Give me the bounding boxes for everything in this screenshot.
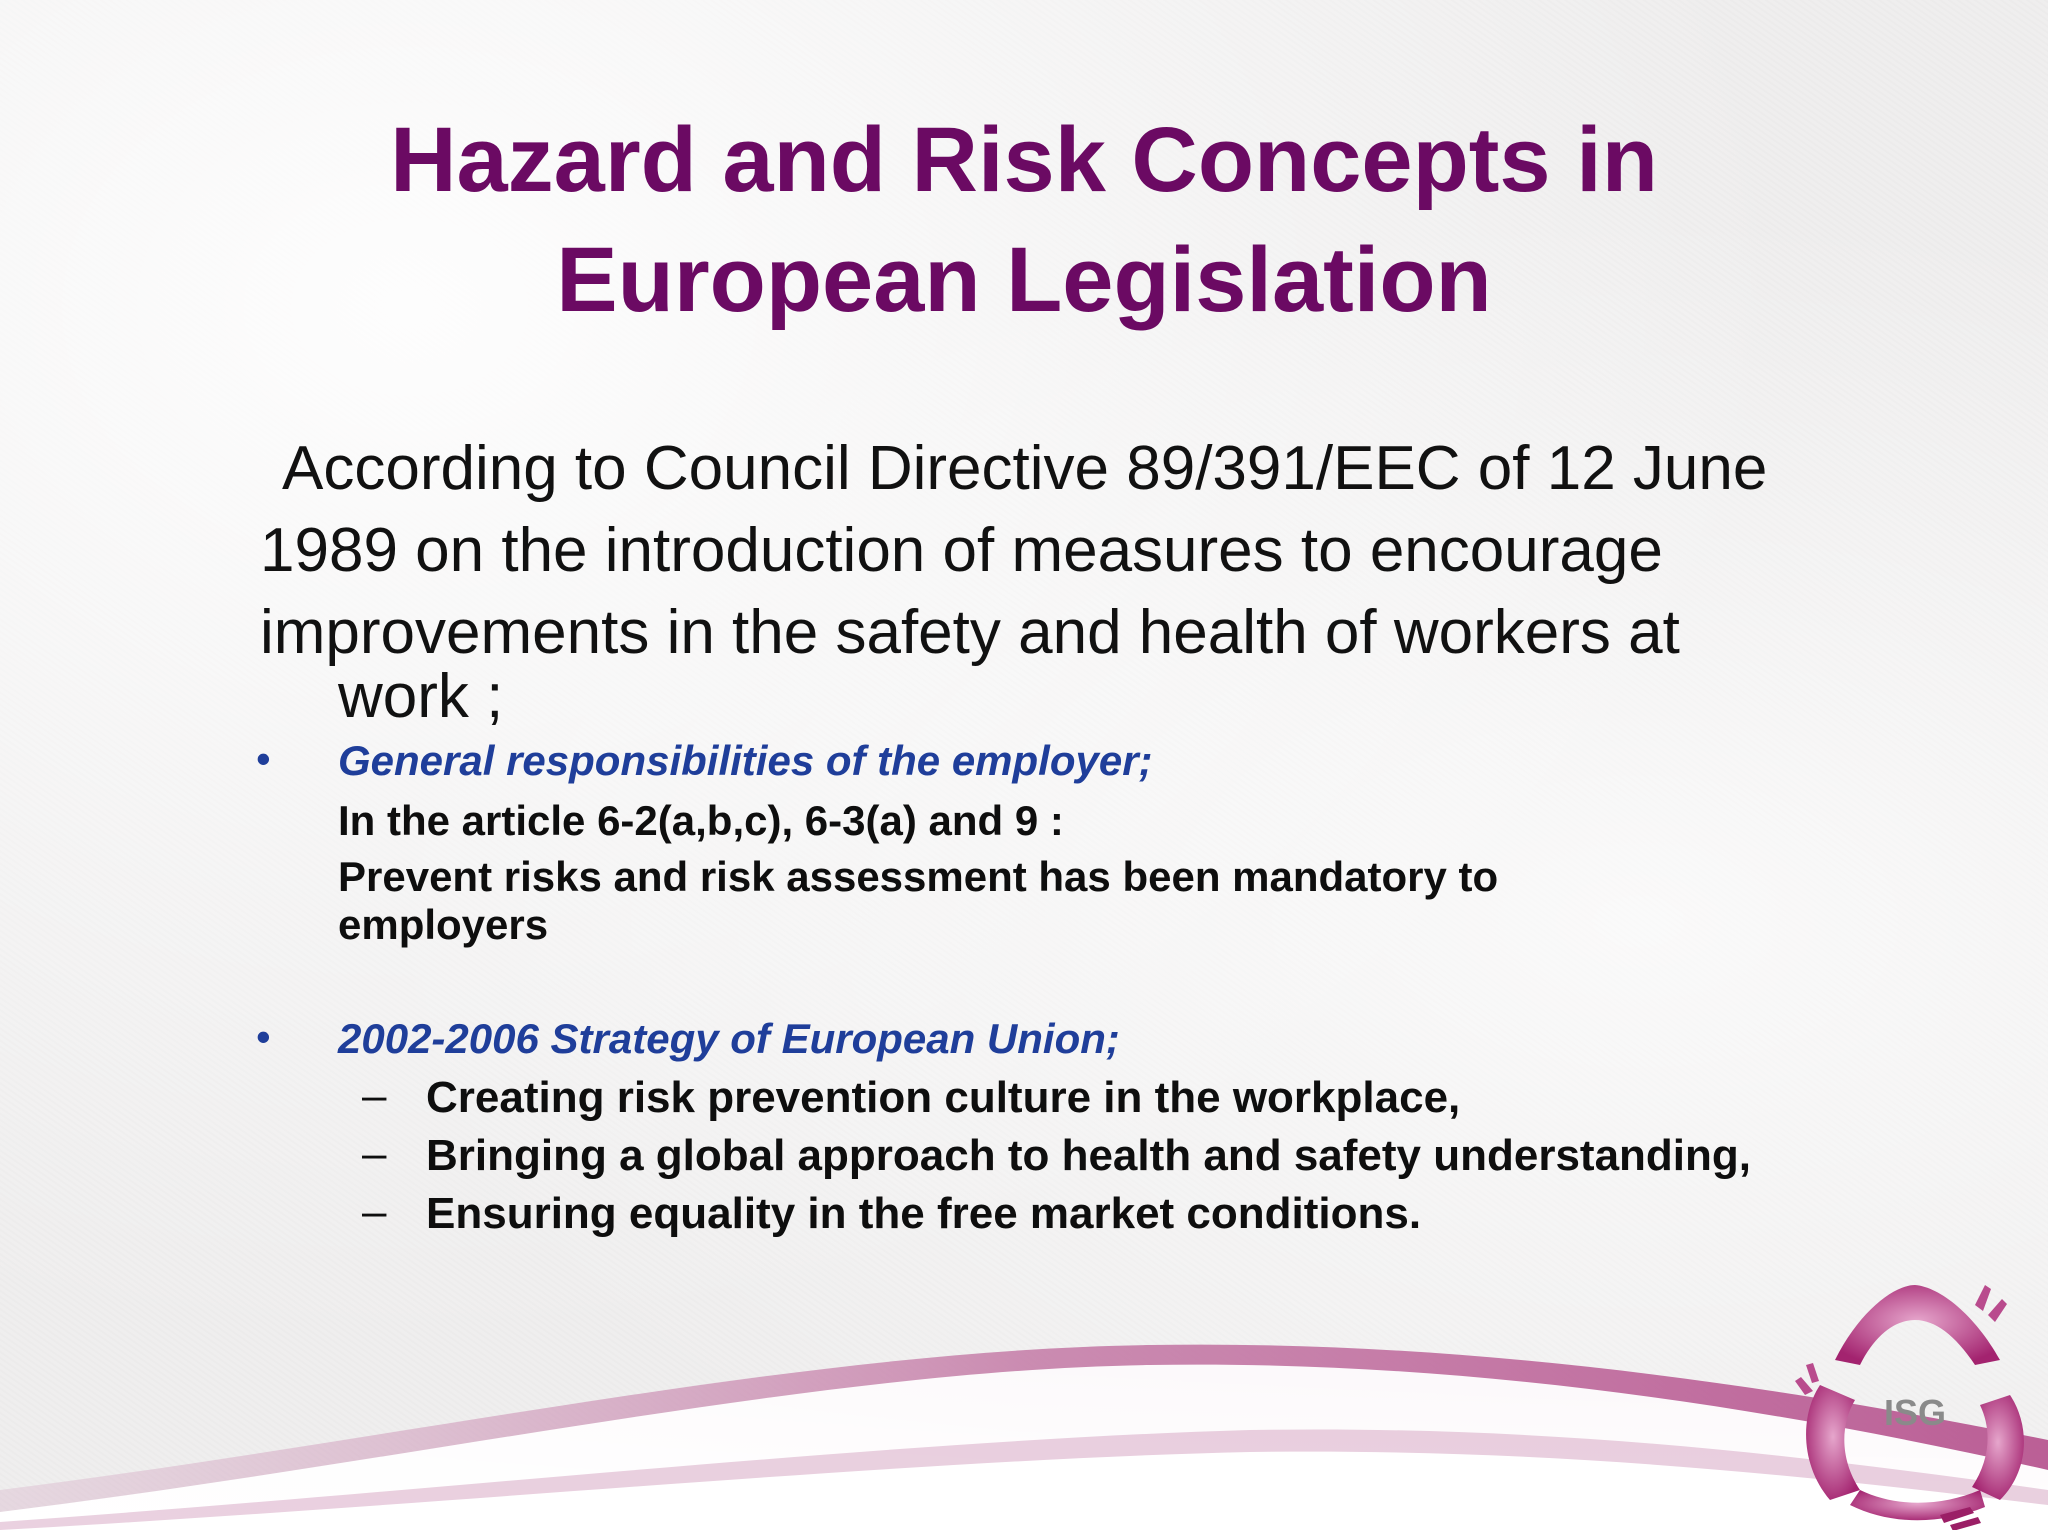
article-reference: In the article 6-2(a,b,c), 6-3(a) and 9 :	[338, 797, 1064, 844]
dash-icon: –	[362, 1187, 387, 1236]
intro-paragraph	[260, 428, 1980, 738]
strategy-item: Creating risk prevention culture in the workplace,	[426, 1073, 1461, 1122]
intro-line-4: work ;	[338, 662, 504, 731]
dash-icon: –	[362, 1129, 387, 1178]
intro-line-3: improvements in the safety and health of workers at	[260, 598, 1680, 667]
decorative-wave	[0, 1290, 2048, 1536]
logo-text: ISG	[1883, 1392, 1947, 1433]
slide-title-line-2: European Legislation	[556, 229, 1492, 331]
slide-title	[0, 100, 2048, 340]
dash-icon: –	[362, 1071, 387, 1120]
risk-assessment-line-1: Prevent risks and risk assessment has been mandatory to	[338, 853, 1499, 900]
bullet-icon: •	[256, 1013, 271, 1060]
strategy-item: Ensuring equality in the free market conditions.	[426, 1189, 1422, 1238]
bullet-icon: •	[256, 735, 271, 782]
strategy-item: Bringing a global approach to health and safety understanding,	[426, 1131, 1752, 1180]
intro-line-1: According to Council Directive 89/391/EEC of 12 June	[282, 434, 1768, 503]
section-heading-employer: General responsibilities of the employer;	[338, 737, 1153, 784]
isg-logo-icon	[1790, 1275, 2040, 1530]
slide-title-line-1: Hazard and Risk Concepts in	[390, 109, 1658, 211]
section-heading-strategy: 2002-2006 Strategy of European Union;	[338, 1015, 1120, 1062]
risk-assessment-line-2: employers	[338, 901, 549, 948]
intro-line-2: 1989 on the introduction of measures to encourage	[260, 516, 1663, 585]
